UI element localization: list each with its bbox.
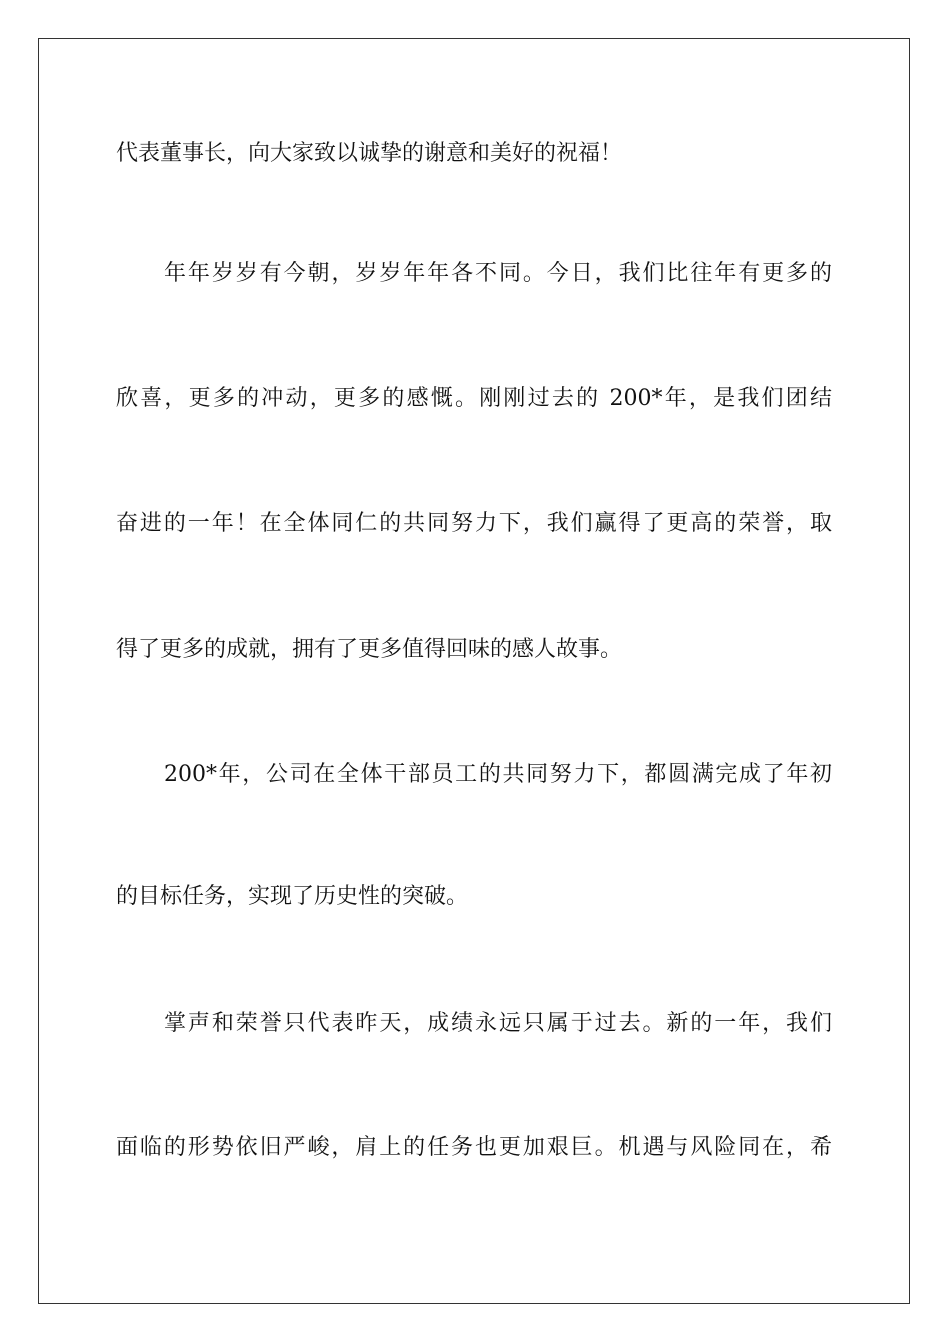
page-border xyxy=(38,38,910,1304)
text-line: 代表董事长，向大家致以诚挚的谢意和美好的祝福！ xyxy=(116,141,623,166)
text-line: 的目标任务，实现了历史性的突破。 xyxy=(116,884,469,909)
text-line: 欣喜，更多的冲动，更多的感慨。刚刚过去的 200*年，是我们团结 xyxy=(116,386,832,411)
text-line: 年年岁岁有今朝，岁岁年年各不同。今日，我们比往年有更多的 xyxy=(164,261,832,286)
text-line: 得了更多的成就，拥有了更多值得回味的感人故事。 xyxy=(116,637,623,662)
text-line: 掌声和荣誉只代表昨天，成绩永远只属于过去。新的一年，我们 xyxy=(164,1011,832,1036)
text-line: 奋进的一年！在全体同仁的共同努力下，我们赢得了更高的荣誉，取 xyxy=(116,511,832,536)
text-line: 面临的形势依旧严峻，肩上的任务也更加艰巨。机遇与风险同在，希 xyxy=(116,1135,832,1160)
text-line: 200*年，公司在全体干部员工的共同努力下，都圆满完成了年初 xyxy=(164,762,832,787)
